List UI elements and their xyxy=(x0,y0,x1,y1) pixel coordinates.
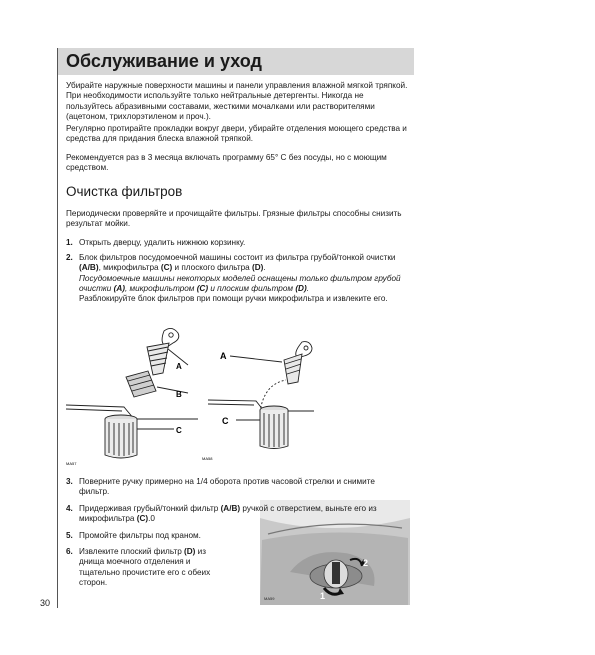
filters-intro: Периодически проверяйте и прочищайте фильтры. Грязные фильтры способны снизить результат мойки. xyxy=(66,209,402,229)
step-text: Придерживая грубый/тонкий фильтр xyxy=(79,504,221,513)
label-a: A xyxy=(220,351,227,361)
note-text: . xyxy=(306,283,309,293)
step-5 xyxy=(66,531,406,541)
figure-code: MA59 xyxy=(264,596,275,601)
step-text: Открыть дверцу, удалить нижнюю корзинку. xyxy=(79,238,246,247)
step-number: 1. xyxy=(66,238,73,247)
filter-ref: (А/В) xyxy=(79,263,99,273)
label-b: B xyxy=(176,390,182,399)
step-number: 4. xyxy=(66,504,73,513)
step-text: из днища моечного отделения и тщательно прочистите его с обеих сторон. xyxy=(79,547,211,587)
filter-assembly-illustration xyxy=(64,325,199,470)
filter-ref: (D) xyxy=(252,263,264,273)
filter-removal-illustration xyxy=(200,340,320,465)
filter-ref: (А) xyxy=(113,283,125,293)
figure-code: MA58 xyxy=(202,456,213,461)
filter-removal-drawing xyxy=(200,340,320,465)
step-text: Разблокируйте блок фильтров при помощи ручки микрофильтра и извлеките его. xyxy=(79,294,388,304)
note-text: Посудомоечные машины некоторых моделей оснащены только фильтром грубой очистки xyxy=(79,273,401,293)
step-marker-2: 2 xyxy=(363,558,369,568)
filter-ref: (С) xyxy=(196,283,209,293)
step-1 xyxy=(66,238,406,248)
step-text: , микрофильтра xyxy=(98,263,161,273)
intro-paragraph-2: Регулярно протирайте прокладки вокруг двери, убирайте отделения моющего средства и средства для придания блеска влажной тряпкой. xyxy=(66,124,407,144)
filter-ref: (D) xyxy=(184,547,196,556)
step-marker-1: 1 xyxy=(320,591,326,601)
step-6 xyxy=(66,547,231,588)
model-note xyxy=(79,274,401,293)
intro-paragraph-1: Убирайте наружные поверхности машины и панели управления влажной мягкой тряпкой. При необходимости используйте только нейтральные детергенты. Никогда не пользуйтесь абразивными составами, жесткими мочалками или растворителями (ацетоном, трихлорэтиленом и проч.). xyxy=(66,81,408,121)
step-4 xyxy=(66,504,406,525)
step-text: .0 xyxy=(148,514,155,524)
step-text: и плоского фильтра xyxy=(172,263,253,273)
step-text: . xyxy=(263,263,266,273)
page-number: 30 xyxy=(40,598,51,608)
step-2 xyxy=(66,253,406,304)
step-number: 3. xyxy=(66,477,73,486)
label-c: C xyxy=(176,426,182,435)
filter-ref: (А/В) xyxy=(220,504,241,513)
step-number: 6. xyxy=(66,547,73,556)
step-text: ручкой с отверстием, выньте его из микрофильтра xyxy=(79,504,377,524)
step-text: Блок фильтров посудомоечной машины состоит из фильтра грубой/тонкой очистки xyxy=(79,253,396,262)
label-a: A xyxy=(176,362,182,371)
section-title: Обслуживание и уход xyxy=(66,51,262,71)
step-text: Поверните ручку примерно на 1/4 оборота против часовой стрелки и снимите фильтр. xyxy=(79,477,375,497)
note-text: , микрофильтром xyxy=(124,283,197,293)
filters-title: Очистка фильтров xyxy=(66,184,183,199)
step-number: 2. xyxy=(66,253,73,262)
filter-ref: (С) xyxy=(136,514,149,524)
label-c: C xyxy=(222,416,229,426)
step-3 xyxy=(66,477,406,498)
step-text: Промойте фильтры под краном. xyxy=(79,531,201,540)
step-text: Извлеките плоский фильтр xyxy=(79,547,185,556)
note-text: и плоским фильтром xyxy=(208,283,296,293)
filter-ref: (С) xyxy=(160,263,173,273)
filter-ref: (D) xyxy=(295,283,307,293)
margin-rule xyxy=(57,48,58,608)
figure-code: MA57 xyxy=(66,461,77,466)
step-number: 5. xyxy=(66,531,73,540)
filter-assembly-drawing xyxy=(64,325,199,470)
intro-paragraph-3: Рекомендуется раз в 3 месяца включать программу 65° С без посуды, но с моющим средством. xyxy=(66,153,387,173)
